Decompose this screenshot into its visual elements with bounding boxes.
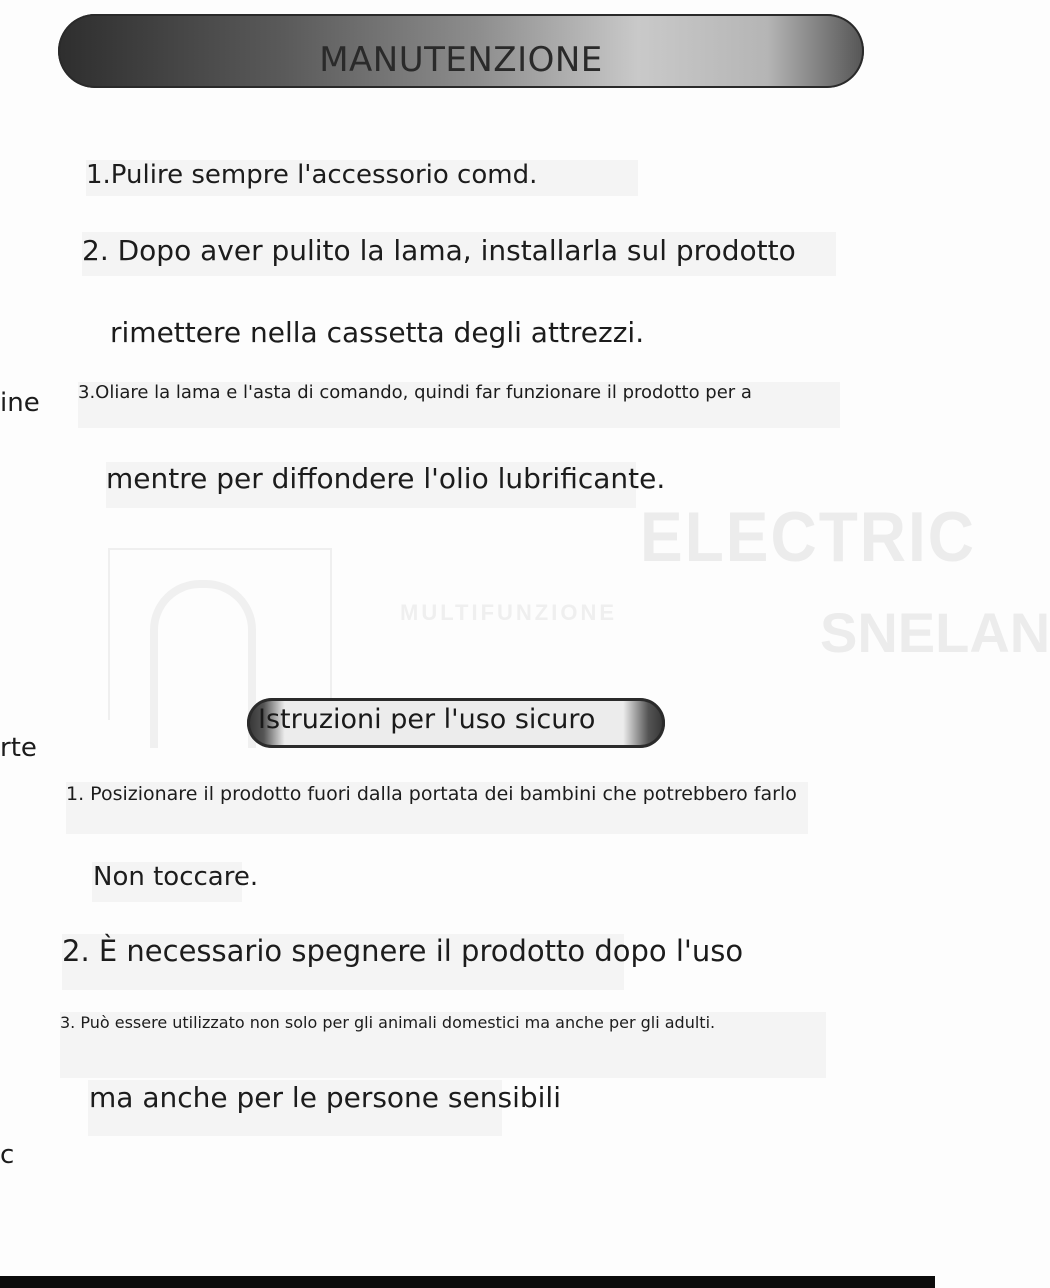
maintenance-item-2-cont: rimettere nella cassetta degli attrezzi. [110,316,645,349]
ghost-text-brand: SNELAN [820,601,1050,664]
section-title-maintenance: MANUTENZIONE [319,40,603,80]
safety-item-1-cont: Non toccare. [93,862,259,892]
maintenance-item-1: 1.Pulire sempre l'accessorio comd. [86,160,538,190]
maintenance-item-3-cont: mentre per diffondere l'olio lubrificante. [106,462,666,495]
maintenance-item-2: 2. Dopo aver pulito la lama, installarla sul prodotto [82,234,796,267]
safety-item-2: 2. È necessario spegnere il prodotto dopo l'uso [62,934,744,968]
section-header-maintenance [58,14,864,88]
safety-item-1: 1. Posizionare il prodotto fuori dalla portata dei bambini che potrebbero farlo [66,783,797,805]
scan-bottom-edge [0,1276,935,1288]
maintenance-item-3: 3.Oliare la lama e l'asta di comando, quindi far funzionare il prodotto per a [78,382,752,403]
margin-fragment: rte [0,733,37,763]
margin-fragment: c [0,1140,15,1170]
ghost-text-electric: ELECTRIC [640,497,976,577]
ghost-text-subtitle: MULTIFUNZIONE [400,600,618,625]
ghost-product-illustration [108,548,332,720]
margin-fragment: ine [0,388,40,418]
safety-item-3: 3. Può essere utilizzato non solo per gli animali domestici ma anche per gli adulti. [60,1013,716,1032]
section-title-safety: Istruzioni per l'uso sicuro [258,704,596,735]
safety-item-3-cont: ma anche per le persone sensibili [89,1081,561,1114]
